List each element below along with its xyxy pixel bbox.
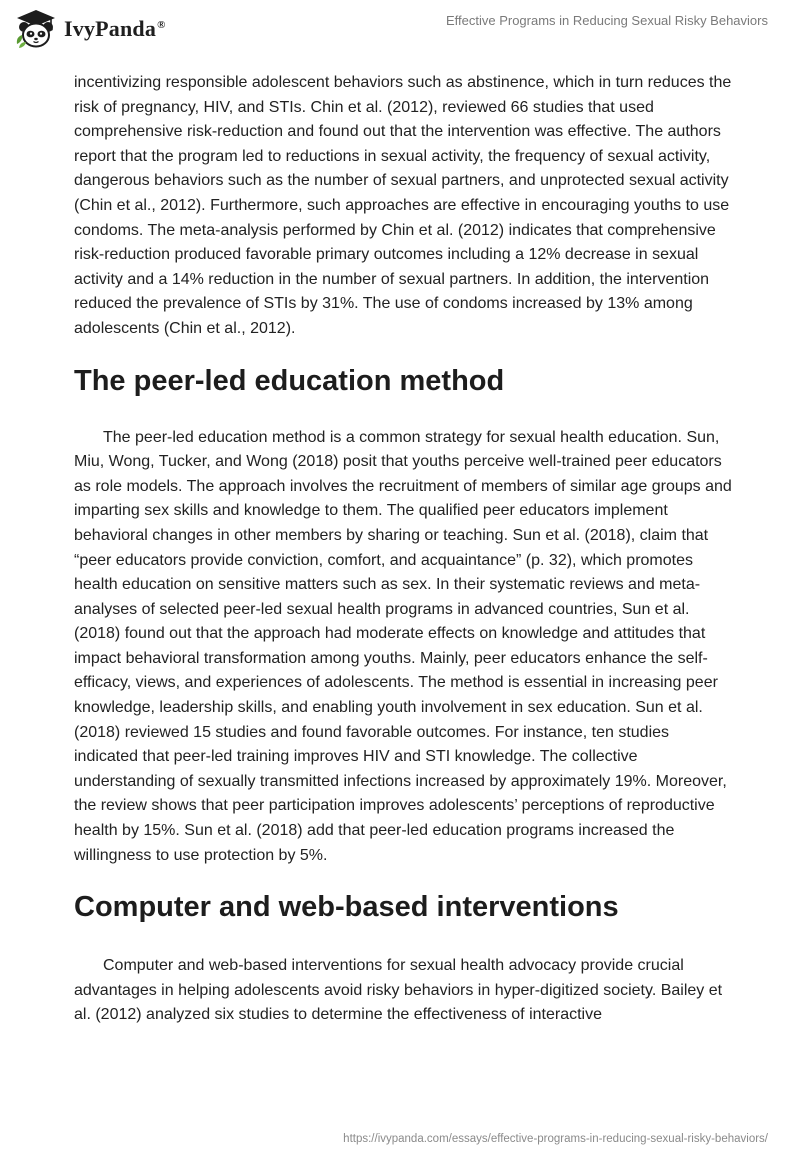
brand-text: IvyPanda [64, 16, 157, 41]
document-title: Effective Programs in Reducing Sexual Risky Behaviors [445, 13, 768, 28]
brand-name [64, 16, 166, 42]
heading-web-based-interventions: Computer and web-based interventions [74, 891, 619, 924]
paragraph-intro: incentivizing responsible adolescent behaviors such as abstinence, which in turn reduces the risk of pregnancy, HIV, and STIs. Chin et al. (2012), reviewed 66 studies that used comprehensive risk-reduction and found out that the intervention was effective. The authors report that the program led to reductions in sexual activity, the frequency of sexual activity, dangerous behaviors such as the number of sexual partners, and unprotected sexual activity (Chin et al., 2012). Furthermore, such approaches are effective in encouraging youths to use condoms. The meta-analysis performed by Chin et al. (2012) indicates that comprehensive risk-reduction produced favorable primary outcomes including a 12% decrease in sexual activity and a 14% reduction in the number of sexual partners. In addition, the intervention reduced the prevalence of STIs by 31%. The use of condoms increased by 13% among adolescents (Chin et al., 2012). [74, 74, 732, 337]
paragraph-web-based: Computer and web-based interventions for sexual health advocacy provide crucial advantages in helping adolescents avoid risky behaviors in hyper-digitized society. Bailey et al. (2012) analyzed six studies to determine the effectiveness of interactive [74, 957, 723, 1024]
article-body [74, 71, 734, 1028]
registered-mark: ® [157, 18, 166, 31]
paragraph-peer-led: The peer-led education method is a common strategy for sexual health education. Sun, Miu, Wong, Tucker, and Wong (2018) posit that youths perceive well-trained peer educators as role models. The approach involves the recruitment of members of similar age groups and imparting sex skills and knowledge to them. The qualified peer educators implement behavioral changes in other members by sharing or teaching. Sun et al. (2018), claim that “peer educators provide conviction, comfort, and acquaintance” (p. 32), which promotes health education on sensitive matters such as sex. In their systematic reviews and meta-analyses of selected peer-led sexual health programs in advanced countries, Sun et al. (2018) found out that the approach had moderate effects on knowledge and attitudes that impact behavioral transformation among youths. Mainly, peer educators enhance the self-efficacy, views, and experiences of adolescents. The method is essential in increasing peer knowledge, leadership skills, and enabling youth involvement in sex education. Sun et al. (2018) reviewed 15 studies and found favorable outcomes. For instance, ten studies indicated that peer-led training improves HIV and STI knowledge. The collective understanding of sexually transmitted infections increased by approximately 19%. Moreover, the review shows that peer participation improves adolescents’ perceptions of reproductive health by 15%. Sun et al. (2018) add that peer-led education programs increased the willingness to use protection by 5%. [74, 428, 732, 864]
panda-graduate-logo-icon [14, 8, 58, 50]
source-url-link[interactable]: https://ivypanda.com/essays/effective-programs-in-reducing-sexual-risky-behaviors/ [343, 1133, 768, 1145]
ivypanda-logo[interactable] [14, 8, 166, 50]
heading-peer-led-education: The peer-led education method [74, 364, 505, 397]
page-header [0, 0, 800, 70]
